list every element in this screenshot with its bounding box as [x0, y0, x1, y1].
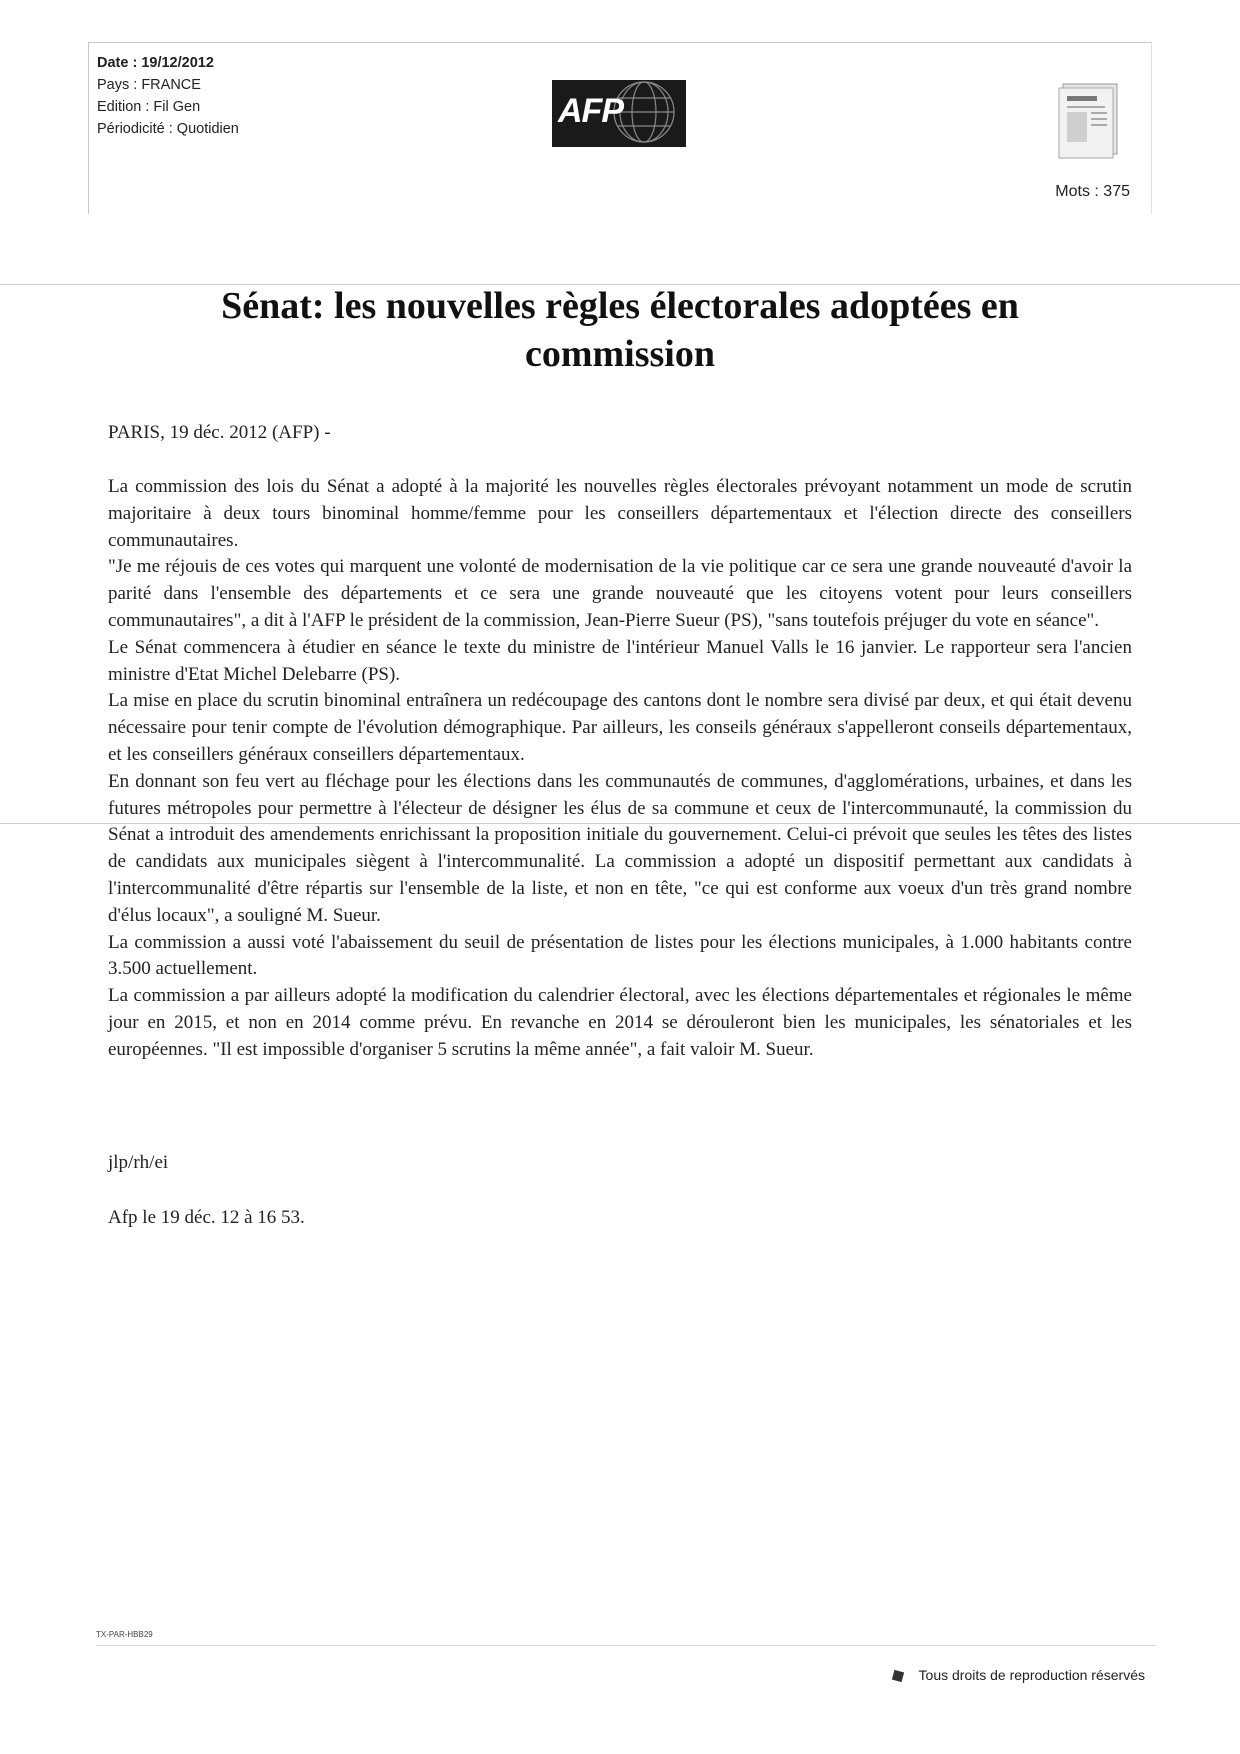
- article-dateline: PARIS, 19 déc. 2012 (AFP) -: [108, 422, 331, 443]
- bullet-icon: [891, 1670, 903, 1682]
- logo-text: AFP: [558, 92, 623, 130]
- word-count: Mots : 375: [1055, 183, 1130, 200]
- article-paragraph: Le Sénat commencera à étudier en séance le texte du ministre de l'intérieur Manuel Valls le 16 janvier. Le rapporteur sera l'ancien ministre d'Etat Michel Delebarre (PS).: [108, 636, 1132, 685]
- article-paragraph: La commission a par ailleurs adopté la modification du calendrier électoral, avec les élections départementales et régionales le même jour en 2015, et non en 2014 comme prévu. En revanche en 2014 se dérouleront bien les municipales, les sénatoriales et les européennes. "Il est impossible d'organiser 5 scrutins la même année", a fait valoir M. Sueur.: [108, 985, 1132, 1060]
- press-metadata: [97, 52, 239, 140]
- newspaper-icon: [1055, 78, 1125, 160]
- rights-notice: [893, 1667, 1145, 1683]
- article-paragraph: La mise en place du scrutin binominal entraînera un redécoupage des cantons dont le nombre sera divisé par deux, et qui était devenu nécessaire pour tenir compte de l'évolution démographique. Par ailleurs, les conseils généraux s'appelleront conseils départementaux, et les conseillers généraux conseillers départementaux.: [108, 690, 1132, 765]
- edition-label: Edition : Fil Gen: [97, 99, 201, 115]
- country-label: Pays : FRANCE: [97, 77, 201, 93]
- article-paragraph: En donnant son feu vert au fléchage pour les élections dans les communautés de communes, d'agglomérations, urbaines, et dans les futures métropoles pour permettre à l'électeur de désigner les élus de sa commune et ceux de l'intercommunauté, la commission du Sénat a introduit des amendements enrichissant la proposition initiale du gouvernement. Celui-ci prévoit que seules les têtes des listes de candidats aux municipales siègent à l'intercommunalité. La commission a adopté un dispositif permettant aux candidats à l'intercommunalité d'être répartis sur l'ensemble de la liste, et non en tête, "ce qui est conforme aux voeux d'un très grand nombre d'élus locaux", a souligné M. Sueur.: [108, 770, 1132, 926]
- article-paragraph: "Je me réjouis de ces votes qui marquent une volonté de modernisation de la vie politique car ce sera une grande nouveauté d'avoir la parité dans l'ensemble des départements et ce sera une grande nouveauté que les citoyens votent pour leurs conseillers communautaires", a dit à l'AFP le président de la commission, Jean-Pierre Sueur (PS), "sans toutefois préjuger du vote en séance".: [108, 556, 1132, 631]
- article-paragraph: La commission a aussi voté l'abaissement du seuil de présentation de listes pour les élections municipales, à 1.000 habitants contre 3.500 actuellement.: [108, 931, 1132, 980]
- document-code: TX-PAR-HBB29: [96, 1630, 153, 1639]
- article-paragraph: La commission des lois du Sénat a adopté à la majorité les nouvelles règles électorales prévoyant notamment un mode de scrutin majoritaire à deux tours binominal homme/femme pour les conseillers départementaux et l'élection directe des conseillers communautaires.: [108, 476, 1132, 551]
- rights-text: Tous droits de reproduction réservés: [918, 1667, 1145, 1683]
- article-title: Sénat: les nouvelles règles électorales adoptées en commission: [221, 285, 1019, 375]
- dispatch-timestamp: Afp le 19 déc. 12 à 16 53.: [108, 1207, 305, 1228]
- date-label: Date : 19/12/2012: [97, 55, 214, 71]
- afp-logo: [552, 80, 686, 147]
- author-initials: jlp/rh/ei: [108, 1152, 169, 1173]
- article-body: [108, 474, 1132, 1064]
- footer-rule: [96, 1645, 1156, 1646]
- periodicity-label: Périodicité : Quotidien: [97, 121, 239, 137]
